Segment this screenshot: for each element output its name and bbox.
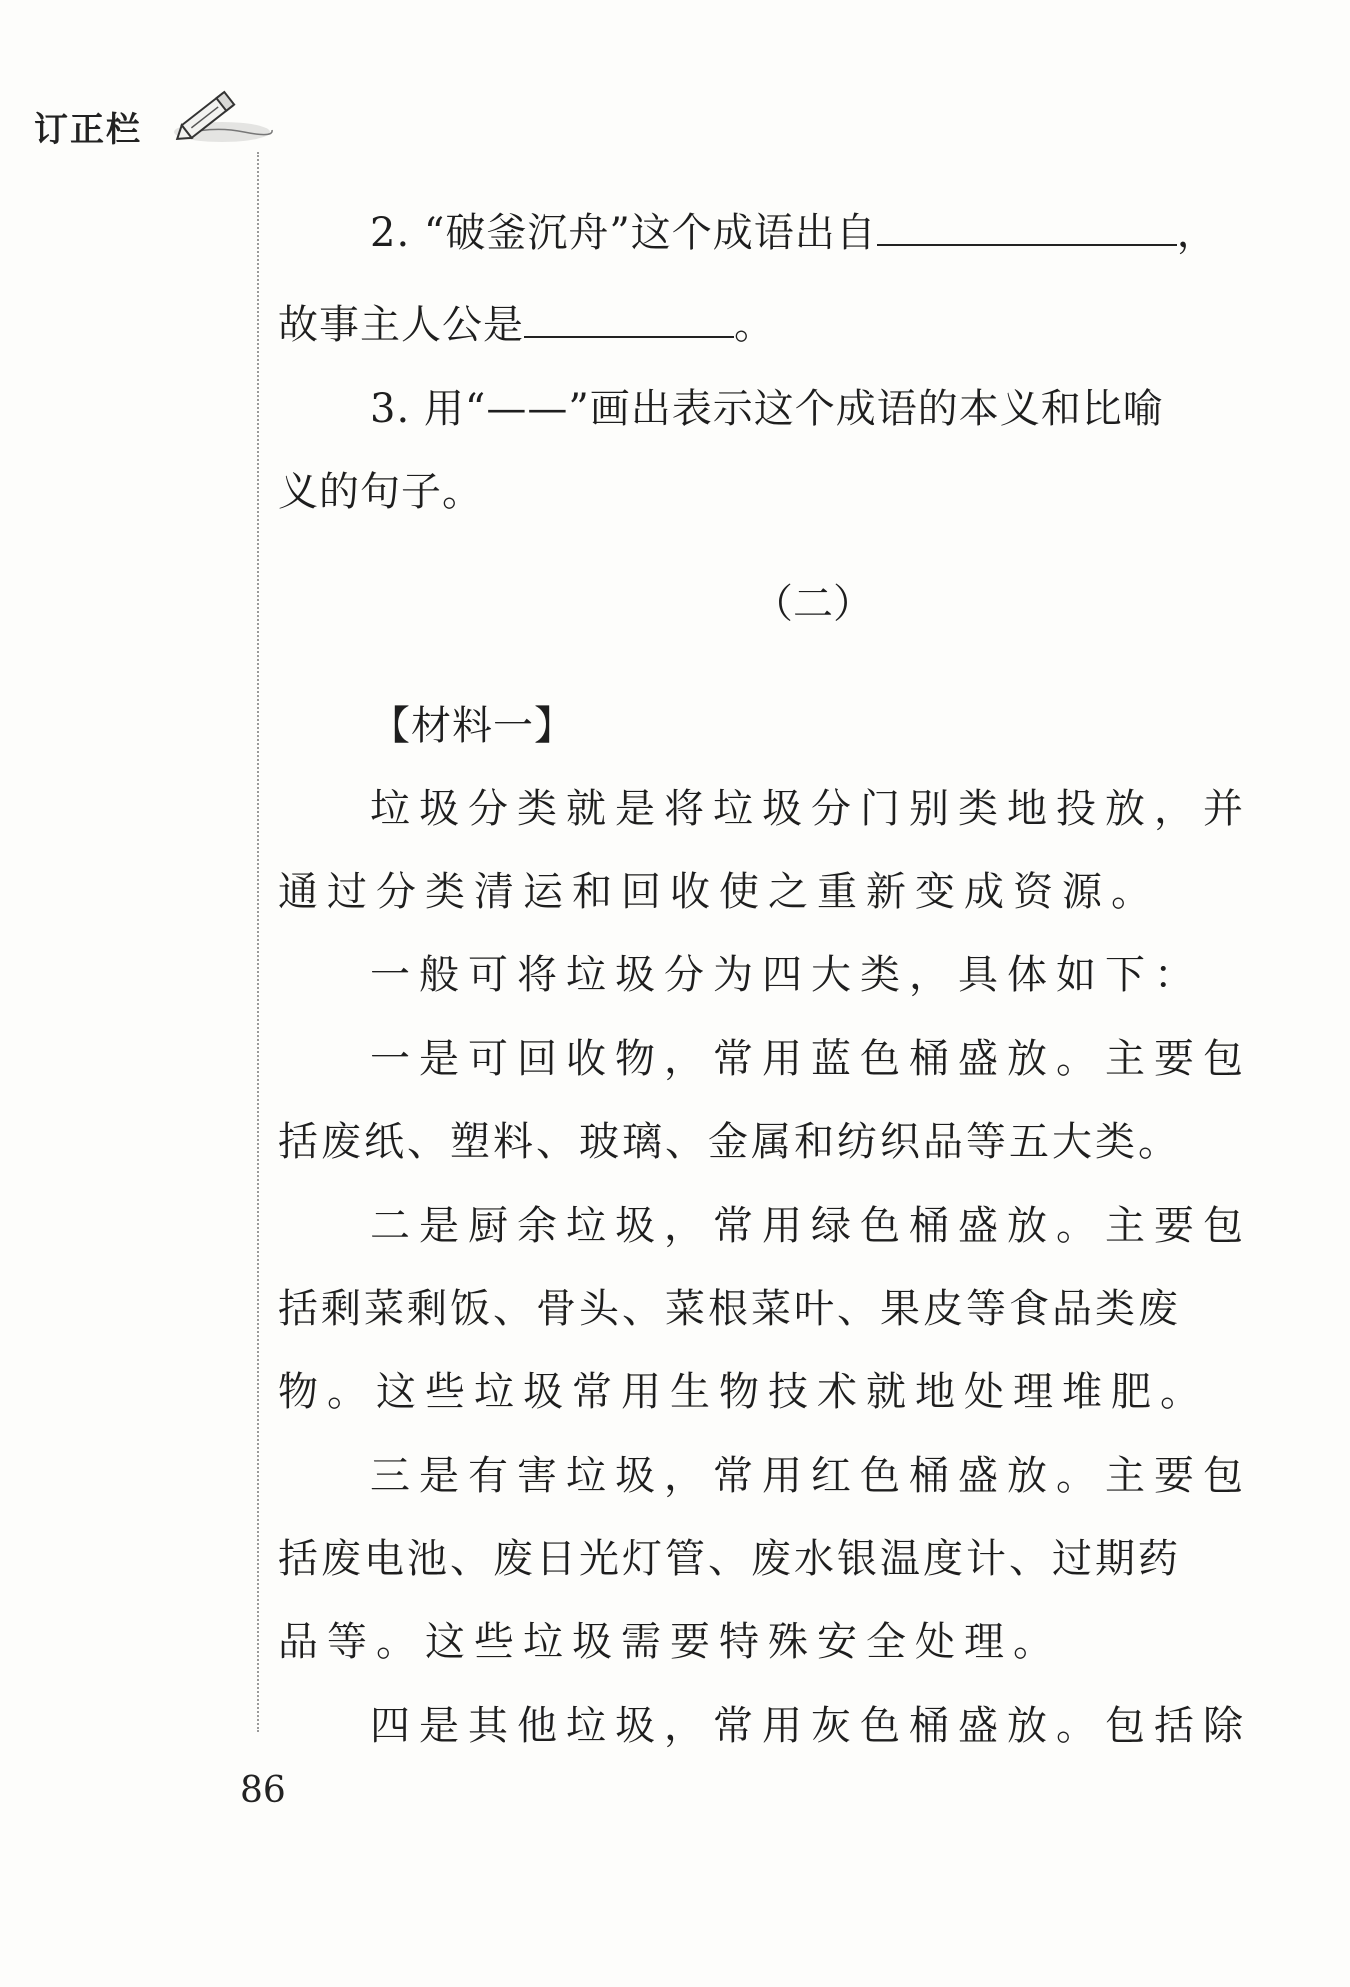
material-line: 品等。这些垃圾需要特殊安全处理。 [278, 1619, 1062, 1665]
correction-column-label: 订正栏 [34, 110, 142, 150]
material-line: 四是其他垃圾，常用灰色桶盛放。包括除 [370, 1703, 1252, 1749]
pencil-icon [164, 88, 274, 148]
answer-blank-protagonist[interactable] [524, 300, 734, 338]
page-number: 86 [240, 1770, 286, 1811]
material-line: 一般可将垃圾分为四大类，具体如下： [370, 952, 1203, 998]
question-2-text: 2. “破釜沉舟”这个成语出自 [370, 210, 877, 256]
material-line: 括剩菜剩饭、骨头、菜根菜叶、果皮等食品类废 [278, 1286, 1181, 1332]
question-2-comma: ， [1176, 210, 1218, 256]
material-line: 物。这些垃圾常用生物技术就地处理堆肥。 [278, 1369, 1209, 1415]
question-2-text-cont: 故事主人公是 [278, 302, 524, 348]
margin-divider [257, 152, 259, 1732]
material-line: 二是厨余垃圾，常用绿色桶盛放。主要包 [370, 1203, 1252, 1249]
material-line: 通过分类清运和回收使之重新变成资源。 [278, 869, 1160, 915]
section-heading: （二） [753, 581, 873, 627]
question-2-line-1 [278, 208, 1218, 257]
material-line: 括废纸、塑料、玻璃、金属和纺织品等五大类。 [278, 1119, 1181, 1165]
question-2-period: 。 [734, 302, 775, 348]
question-3-line-2: 义的句子。 [278, 469, 483, 515]
answer-blank-source[interactable] [877, 208, 1177, 246]
material-line: 括废电池、废日光灯管、废水银温度计、过期药 [278, 1536, 1181, 1582]
material-line: 一是可回收物，常用蓝色桶盛放。主要包 [370, 1036, 1252, 1082]
material-heading: 【材料一】 [370, 703, 575, 749]
correction-column-header [26, 88, 266, 158]
material-line: 三是有害垃圾，常用红色桶盛放。主要包 [370, 1453, 1252, 1499]
question-2-line-2 [278, 300, 1208, 349]
question-3-line-1: 3. 用“——”画出表示这个成语的本义和比喻 [370, 386, 1164, 432]
material-line: 垃圾分类就是将垃圾分门别类地投放，并 [370, 786, 1252, 832]
